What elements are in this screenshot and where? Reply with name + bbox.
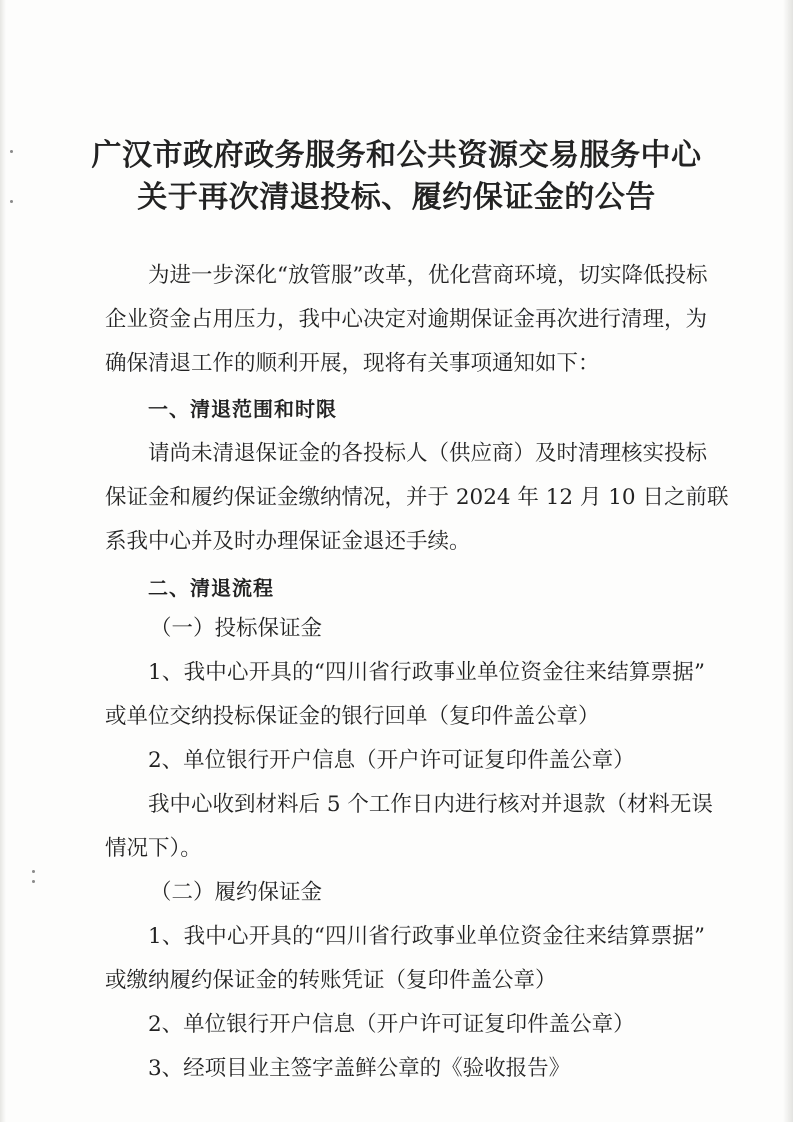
subsection-1-item-1-line-2: 或单位交纳投标保证金的银行回单（复印件盖公章） <box>105 704 600 729</box>
intro-line-1: 为进一步深化“放管服”改革，优化营商环境，切实降低投标 <box>148 263 708 288</box>
subsection-1-note-line-2: 情况下）。 <box>105 836 202 861</box>
subsection-1-item-1-line-1: 1、我中心开具的“四川省行政事业单位资金往来结算票据” <box>148 660 705 685</box>
subsection-1-item-2: 2、单位银行开户信息（开户许可证复印件盖公章） <box>148 748 635 773</box>
scan-speck <box>32 870 35 873</box>
subsection-2-item-1-line-1: 1、我中心开具的“四川省行政事业单位资金往来结算票据” <box>148 924 705 949</box>
section-2-heading: 二、清退流程 <box>148 576 274 600</box>
subsection-1-note-line-1: 我中心收到材料后 5 个工作日内进行核对并退款（材料无误 <box>148 792 713 817</box>
section-1-line-1: 请尚未清退保证金的各投标人（供应商）及时清理核实投标 <box>148 441 708 466</box>
subsection-2-item-1-line-2: 或缴纳履约保证金的转账凭证（复印件盖公章） <box>105 968 557 993</box>
subsection-2-heading: （二）履约保证金 <box>150 880 323 905</box>
section-1-heading: 一、清退范围和时限 <box>148 397 337 421</box>
subsection-2-item-3: 3、经项目业主签字盖鲜公章的《验收报告》 <box>148 1056 571 1081</box>
intro-line-2: 企业资金占用压力，我中心决定对逾期保证金再次进行清理，为 <box>105 307 708 332</box>
section-1-line-3: 系我中心并及时办理保证金退还手续。 <box>105 529 471 554</box>
subsection-1-heading: （一）投标保证金 <box>150 616 323 641</box>
scan-speck <box>32 880 35 883</box>
document-title-line-2: 关于再次清退投标、履约保证金的公告 <box>137 180 656 215</box>
section-1-line-2: 保证金和履约保证金缴纳情况，并于 2024 年 12 月 10 日之前联 <box>105 485 729 510</box>
subsection-2-item-2: 2、单位银行开户信息（开户许可证复印件盖公章） <box>148 1012 635 1037</box>
document-title-line-1: 广汉市政府政务服务和公共资源交易服务中心 <box>91 138 702 173</box>
intro-line-3: 确保清退工作的顺利开展，现将有关事项通知如下： <box>105 351 600 376</box>
